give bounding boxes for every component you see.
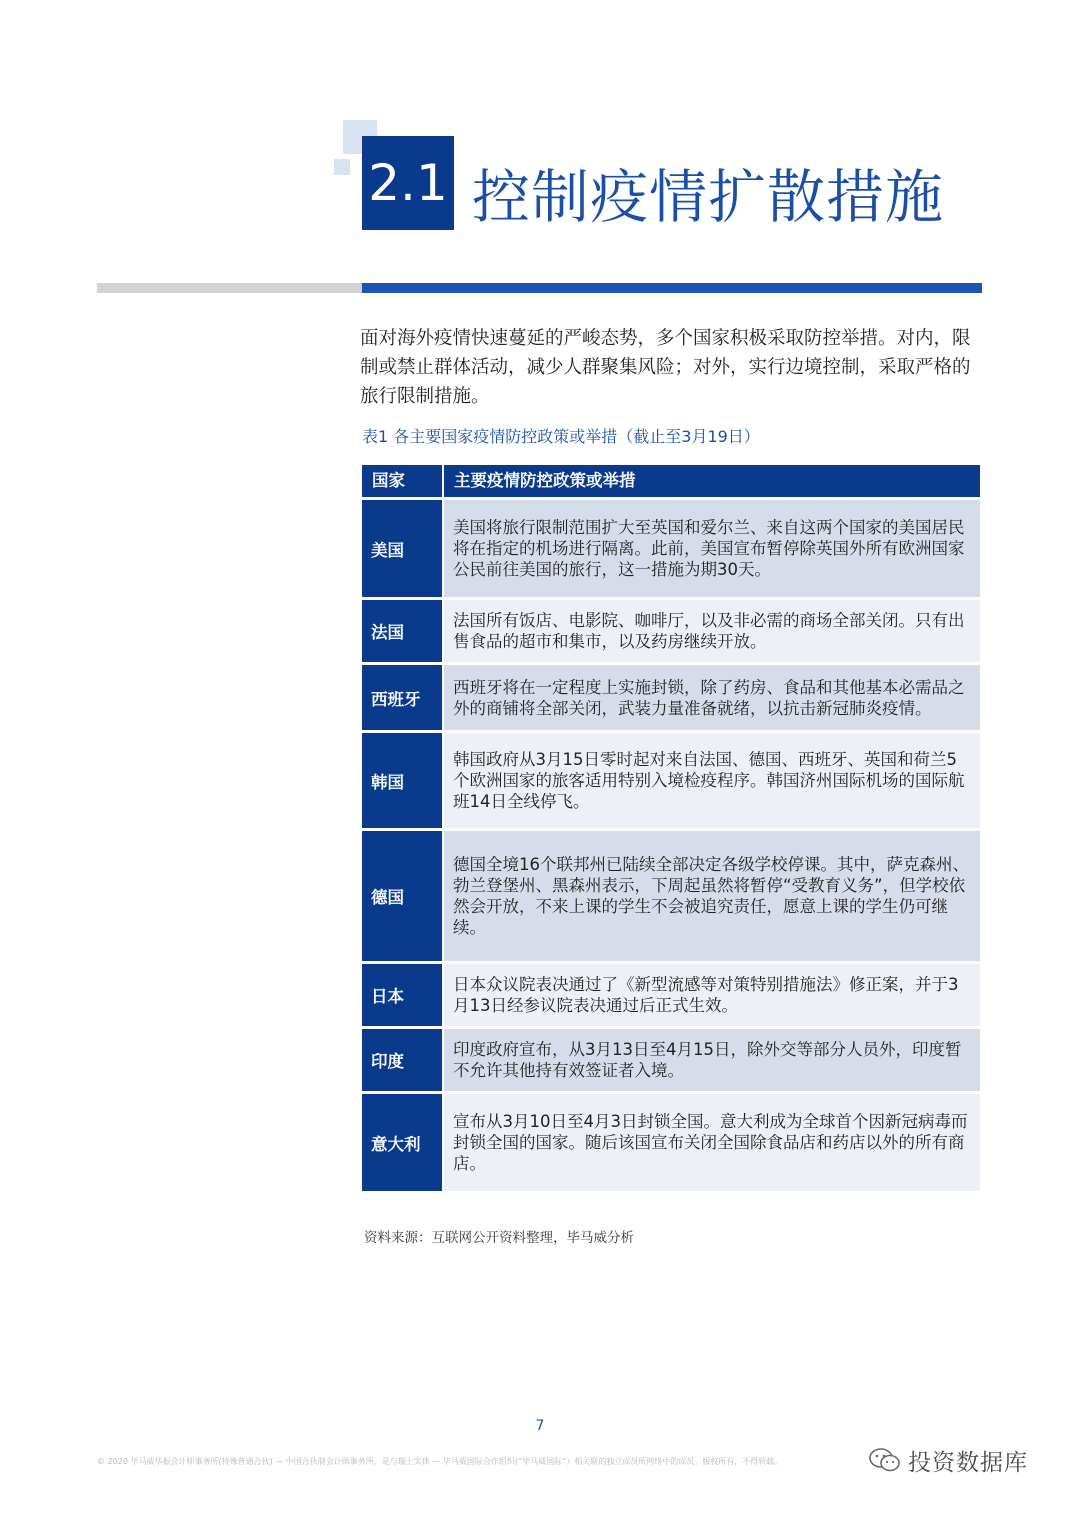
country-cell: 德国 <box>362 831 444 961</box>
intro-paragraph: 面对海外疫情快速蔓延的严峻态势，多个国家积极采取防控举措。对内，限制或禁止群体活动，减少人群聚集风险；对外，实行边境控制，采取严格的旅行限制措施。 <box>360 328 971 407</box>
watermark <box>868 1440 1028 1480</box>
policy-table <box>362 465 980 1191</box>
watermark-text: 投资数据库 <box>908 1449 1028 1476</box>
country-cell: 意大利 <box>362 1094 444 1191</box>
footer-legal-text: © 2020 毕马威华振会计师事务所(特殊普通合伙) — 中国合伙制会计师事务所，是与瑞士实体 — 毕马威国际合作组织(“毕马威国际”）相关联的独立成员所网络中的成员。版权所有，不得转载。 <box>97 1457 783 1466</box>
country-cell: 西班牙 <box>362 665 444 730</box>
policy-cell: 德国全境16个联邦州已陆续全部决定各级学校停课。其中，萨克森州、勃兰登堡州、黑森州表示，下周起虽然将暂停“受教育义务”，但学校依然会开放，不来上课的学生不会被追究责任，愿意上课的学生仍可继续。 <box>444 831 980 961</box>
table-row <box>362 730 980 828</box>
divider-blue <box>362 283 982 293</box>
table-header-row <box>362 465 980 497</box>
section-number: 2.1 <box>362 136 454 230</box>
policy-cell: 法国所有饭店、电影院、咖啡厅，以及非必需的商场全部关闭。只有出售食品的超市和集市，以及药房继续开放。 <box>444 600 980 662</box>
wechat-icon <box>868 1447 902 1473</box>
country-cell: 韩国 <box>362 733 444 828</box>
policy-cell: 日本众议院表决通过了《新型流感等对策特别措施法》修正案，并于3月13日经参议院表决通过后正式生效。 <box>444 964 980 1026</box>
table-row <box>362 961 980 1026</box>
page-number: 7 <box>535 1418 545 1434</box>
source-note: 资料来源：互联网公开资料整理，毕马威分析 <box>364 1230 634 1246</box>
table-row <box>362 597 980 662</box>
table-row <box>362 828 980 961</box>
policy-cell: 宣布从3月10日至4月3日封锁全国。意大利成为全球首个因新冠病毒而封锁全国的国家。随后该国宣布关闭全国除食品店和药店以外的所有商店。 <box>444 1094 980 1191</box>
policy-cell: 印度政府宣布，从3月13日至4月15日，除外交等部分人员外，印度暂不允许其他持有效签证者入境。 <box>444 1029 980 1091</box>
country-cell: 印度 <box>362 1029 444 1091</box>
table-caption: 表1 各主要国家疫情防控政策或举措（截止至3月19日） <box>362 427 760 446</box>
table-row <box>362 662 980 730</box>
header-policy: 主要疫情防控政策或举措 <box>454 471 636 490</box>
table-row <box>362 1026 980 1091</box>
table-row <box>362 497 980 597</box>
policy-cell: 韩国政府从3月15日零时起对来自法国、德国、西班牙、英国和荷兰5个欧洲国家的旅客适用特别入境检疫程序。韩国济州国际机场的国际航班14日全线停飞。 <box>444 733 980 828</box>
country-cell: 法国 <box>362 600 444 662</box>
policy-cell: 西班牙将在一定程度上实施封锁，除了药房、食品和其他基本必需品之外的商铺将全部关闭，武装力量准备就绪，以抗击新冠肺炎疫情。 <box>444 665 980 730</box>
country-cell: 日本 <box>362 964 444 1026</box>
header-country: 国家 <box>362 465 444 497</box>
table-row <box>362 1091 980 1191</box>
divider-gray <box>97 283 362 293</box>
decorative-square-small <box>334 159 350 175</box>
section-title: 控制疫情扩散措施 <box>472 163 945 231</box>
country-cell: 美国 <box>362 500 444 597</box>
policy-cell: 美国将旅行限制范围扩大至英国和爱尔兰、来自这两个国家的美国居民将在指定的机场进行隔离。此前，美国宣布暂停除英国外所有欧洲国家公民前往美国的旅行，这一措施为期30天。 <box>444 500 980 597</box>
